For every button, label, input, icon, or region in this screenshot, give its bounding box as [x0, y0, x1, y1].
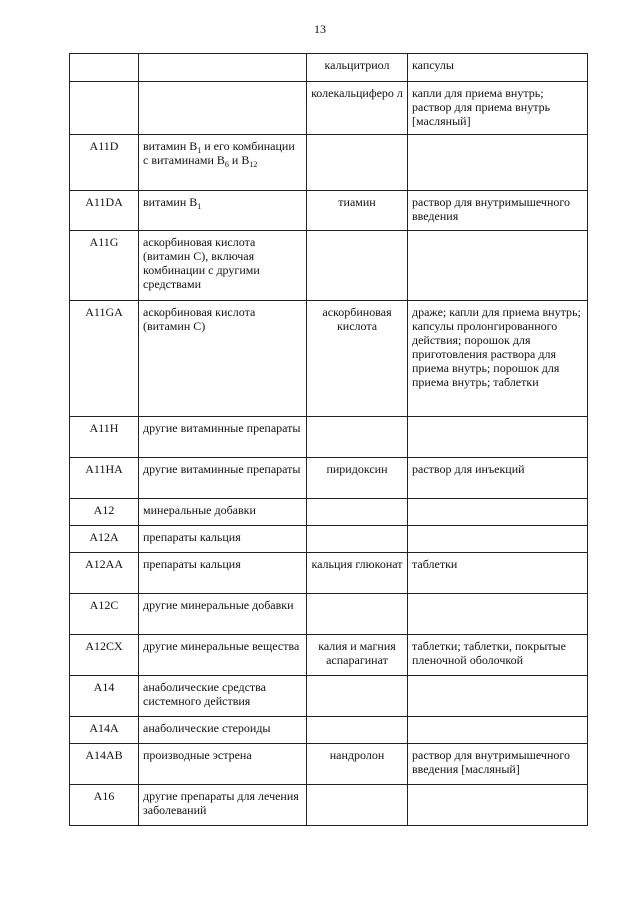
table-row: [70, 499, 588, 526]
atc-name-cell: анаболические стероиды: [139, 717, 307, 744]
table-row: [70, 676, 588, 717]
table-row: [70, 635, 588, 676]
dosage-form-cell: [408, 417, 588, 458]
atc-name-cell: аскорбиновая кислота (витамин C), включая комбинации с другими средствами: [139, 231, 307, 301]
dosage-form-cell: раствор для внутримышечного введения [масляный]: [408, 744, 588, 785]
dosage-form-cell: капсулы: [408, 54, 588, 82]
table-row: [70, 594, 588, 635]
atc-name-cell: минеральные добавки: [139, 499, 307, 526]
inn-cell: [307, 785, 408, 826]
dosage-form-cell: капли для приема внутрь; раствор для приема внутрь [масляный]: [408, 82, 588, 135]
atc-name-cell: препараты кальция: [139, 553, 307, 594]
atc-code-cell: A14A: [70, 717, 139, 744]
dosage-form-cell: [408, 135, 588, 191]
inn-cell: [307, 135, 408, 191]
inn-cell: кальция глюконат: [307, 553, 408, 594]
dosage-form-cell: [408, 676, 588, 717]
atc-name-cell: производные эстрена: [139, 744, 307, 785]
inn-cell: [307, 526, 408, 553]
table-row: [70, 553, 588, 594]
dosage-form-cell: [408, 526, 588, 553]
dosage-form-cell: таблетки; таблетки, покрытые пленочной оболочкой: [408, 635, 588, 676]
atc-name-cell: витамин $B_1$: [139, 191, 307, 231]
atc-code-cell: A14: [70, 676, 139, 717]
atc-code-cell: A11DA: [70, 191, 139, 231]
table-row: [70, 135, 588, 191]
atc-code-cell: A14AB: [70, 744, 139, 785]
table-row: [70, 744, 588, 785]
atc-name-cell: анаболические средства системного действия: [139, 676, 307, 717]
atc-name-cell: другие минеральные добавки: [139, 594, 307, 635]
atc-name-cell: [139, 82, 307, 135]
atc-code-cell: [70, 54, 139, 82]
table-row: [70, 82, 588, 135]
atc-code-cell: A12: [70, 499, 139, 526]
atc-code-cell: A11GA: [70, 301, 139, 417]
dosage-form-cell: раствор для внутримышечного введения: [408, 191, 588, 231]
dosage-form-cell: [408, 717, 588, 744]
table-row: [70, 458, 588, 499]
table-row: [70, 301, 588, 417]
inn-cell: [307, 499, 408, 526]
dosage-form-cell: [408, 594, 588, 635]
atc-code-cell: A12A: [70, 526, 139, 553]
atc-code-cell: A12AA: [70, 553, 139, 594]
atc-name-cell: [139, 54, 307, 82]
page-number: 13: [314, 22, 326, 36]
atc-name-cell: витамин $B_1$ и его комбинации с витаминами $B_6$ и $B_{12}$: [139, 135, 307, 191]
table-row: [70, 717, 588, 744]
table-row: [70, 191, 588, 231]
atc-code-cell: A11G: [70, 231, 139, 301]
inn-cell: калия и магния аспарагинат: [307, 635, 408, 676]
atc-name-cell: другие минеральные вещества: [139, 635, 307, 676]
table-row: [70, 231, 588, 301]
atc-code-cell: A12C: [70, 594, 139, 635]
inn-cell: колекальциферо л: [307, 82, 408, 135]
dosage-form-cell: [408, 499, 588, 526]
dosage-form-cell: [408, 785, 588, 826]
dosage-form-cell: [408, 231, 588, 301]
atc-code-cell: A12CX: [70, 635, 139, 676]
inn-cell: аскорбиновая кислота: [307, 301, 408, 417]
inn-cell: [307, 676, 408, 717]
inn-cell: [307, 417, 408, 458]
inn-cell: нандролон: [307, 744, 408, 785]
atc-code-cell: A11HA: [70, 458, 139, 499]
medication-table: [69, 53, 588, 826]
inn-cell: [307, 594, 408, 635]
atc-code-cell: A11D: [70, 135, 139, 191]
atc-name-cell: другие витаминные препараты: [139, 417, 307, 458]
atc-name-cell: аскорбиновая кислота (витамин C): [139, 301, 307, 417]
table-row: [70, 417, 588, 458]
inn-cell: пиридоксин: [307, 458, 408, 499]
inn-cell: [307, 231, 408, 301]
table-row: [70, 526, 588, 553]
atc-name-cell: другие препараты для лечения заболеваний: [139, 785, 307, 826]
inn-cell: тиамин: [307, 191, 408, 231]
table-row: [70, 785, 588, 826]
inn-cell: [307, 717, 408, 744]
dosage-form-cell: таблетки: [408, 553, 588, 594]
table-row: [70, 54, 588, 82]
atc-code-cell: A16: [70, 785, 139, 826]
atc-name-cell: другие витаминные препараты: [139, 458, 307, 499]
inn-cell: кальцитриол: [307, 54, 408, 82]
dosage-form-cell: раствор для инъекций: [408, 458, 588, 499]
dosage-form-cell: драже; капли для приема внутрь; капсулы пролонгированного действия; порошок для приготовления раствора для приема внутрь; порошок для приема внутрь; таблетки: [408, 301, 588, 417]
atc-code-cell: [70, 82, 139, 135]
atc-code-cell: A11H: [70, 417, 139, 458]
atc-name-cell: препараты кальция: [139, 526, 307, 553]
